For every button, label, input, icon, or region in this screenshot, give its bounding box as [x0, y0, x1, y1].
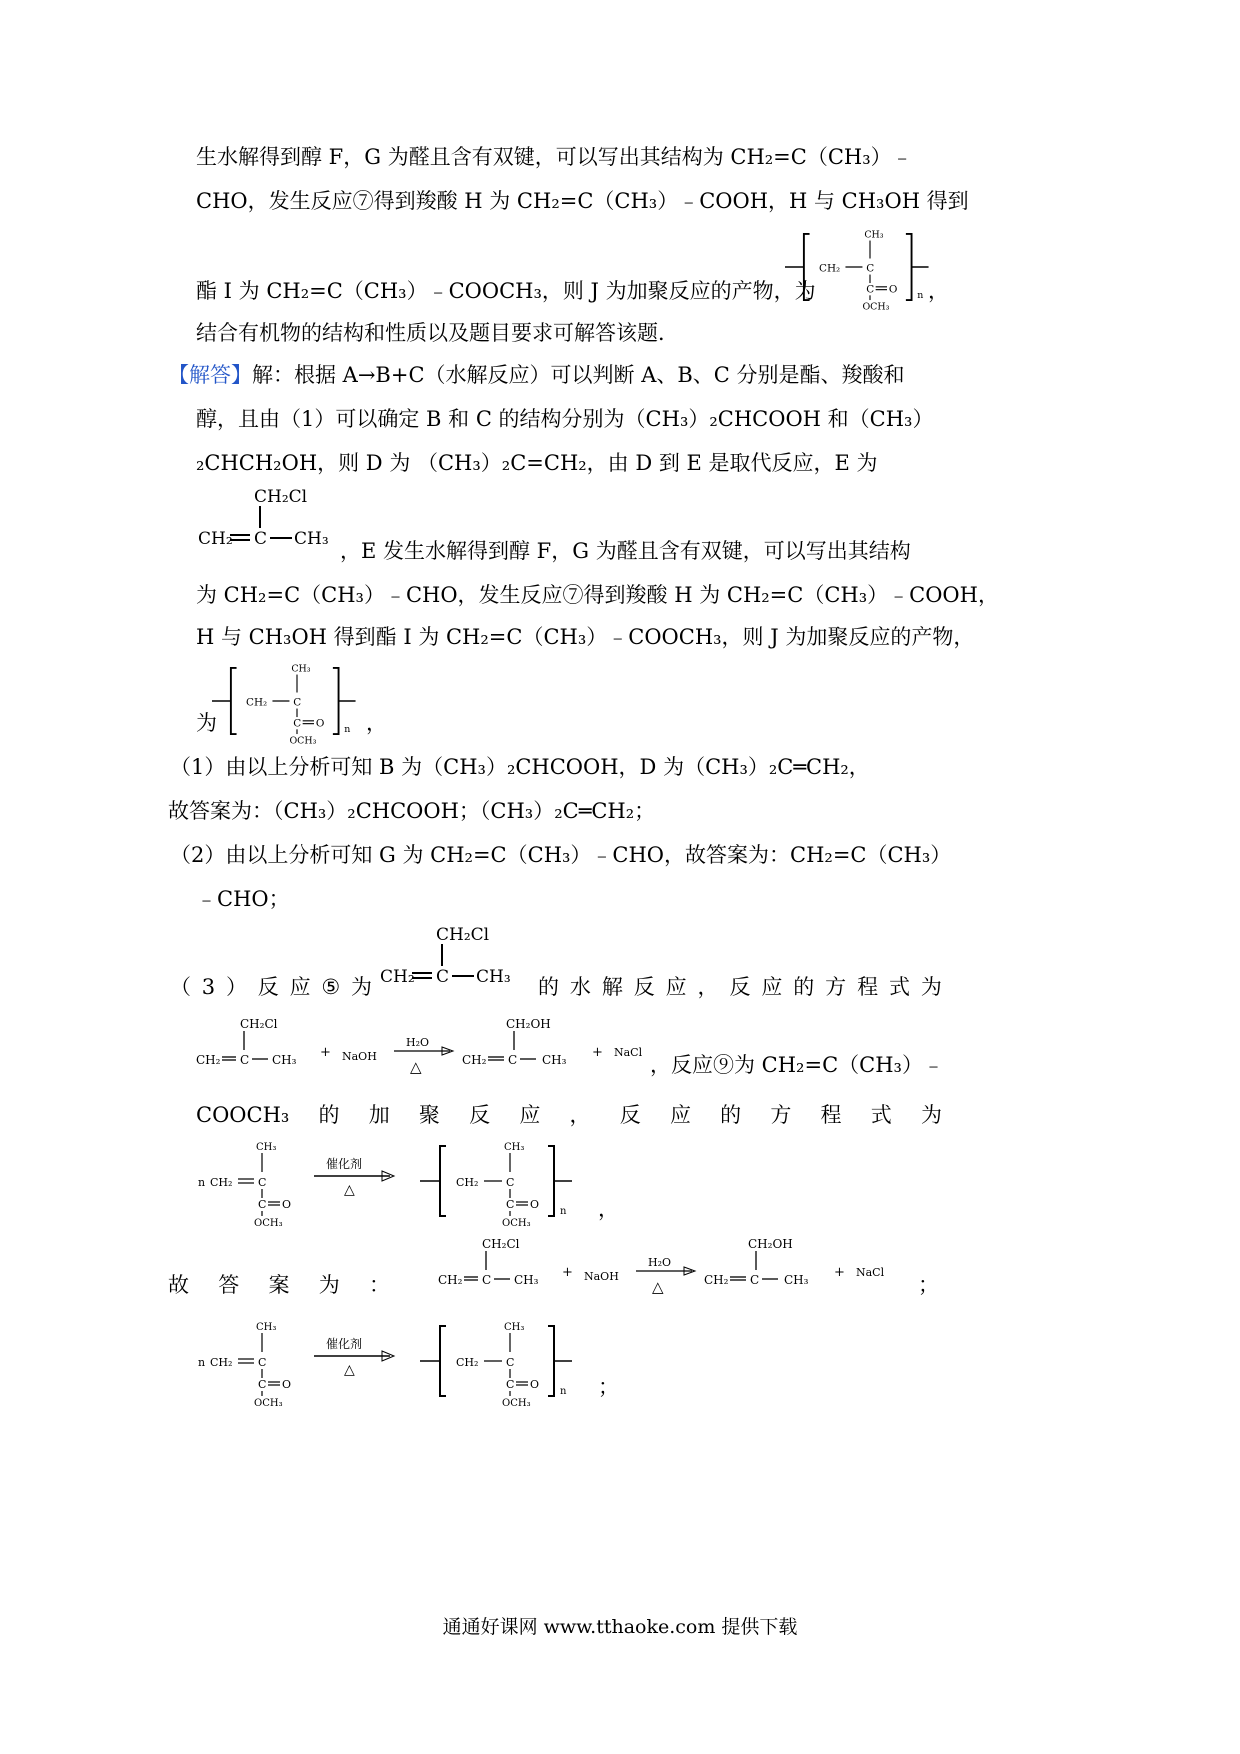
spaced-char: 故 — [168, 1273, 189, 1297]
spaced-char: ） — [225, 975, 247, 999]
spaced-char: 方 — [770, 1103, 792, 1127]
monomer-structure-answer — [196, 1316, 306, 1406]
question-1-answer: 故答案为：（CH₃）₂CHCOOH；（CH₃）₂C═CH₂； — [168, 799, 656, 823]
svg-text:CH₃: CH₃ — [514, 1273, 539, 1287]
text-line: 为 CH₂=C（CH₃）﹣CHO，发生反应⑦得到羧酸 H 为 CH₂=C（CH₃）﹣COOH， — [196, 583, 999, 607]
text-line: ₂CHCH₂OH，则 D 为 （CH₃）₂C=CH₂，由 D 到 E 是取代反应，E 为 — [196, 451, 878, 475]
text-punct: ； — [598, 1375, 619, 1399]
polymer-product — [410, 1136, 610, 1226]
text-line: 结合有机物的结构和性质以及题目要求可解答该题． — [196, 321, 679, 345]
text-line: ，E 发生水解得到醇 F，G 为醛且含有双键，可以写出其结构 — [340, 539, 911, 563]
svg-text:CH₂OH: CH₂OH — [748, 1237, 793, 1251]
question-2-line: （2）由以上分析可知 G 为 CH₂=C（CH₃）﹣CHO，故答案为：CH₂=C（CH₃） — [170, 843, 952, 867]
polymer-structure-j-2 — [212, 656, 382, 746]
spaced-char: ， — [697, 975, 719, 999]
spaced-char: 水 — [569, 975, 591, 999]
svg-text:CH₃: CH₃ — [294, 529, 329, 549]
spaced-char: 为 — [318, 1273, 340, 1297]
spaced-char: 的 — [793, 975, 815, 999]
answer-text: 解：根据 A→B+C（水解反应）可以判断 A、B、C 分别是酯、羧酸和 — [252, 363, 905, 387]
question-3-addition-line — [196, 1100, 942, 1130]
svg-text:H₂O: H₂O — [406, 1036, 430, 1049]
catalyst-arrow — [310, 1152, 400, 1202]
svg-text:CH₃: CH₃ — [476, 967, 511, 987]
svg-text:NaCl: NaCl — [856, 1266, 885, 1279]
page-footer: 通通好课网 www.tthaoke.com 提供下载 — [442, 1616, 798, 1638]
spaced-char: ： — [369, 1273, 390, 1297]
spaced-char: 加 — [368, 1103, 390, 1127]
svg-text:CH₃: CH₃ — [784, 1273, 809, 1287]
spaced-char: 案 — [268, 1273, 290, 1297]
spaced-char: 为 — [920, 1103, 942, 1127]
text-line: 为 — [196, 711, 217, 735]
spaced-char: 反 — [469, 1103, 491, 1127]
svg-text:CH₂: CH₂ — [704, 1273, 729, 1287]
hydrolysis-equation — [196, 1014, 656, 1080]
svg-text:C: C — [254, 529, 268, 549]
spaced-char: ， — [569, 1103, 591, 1127]
svg-text:△: △ — [652, 1278, 664, 1296]
spaced-char: COOCH₃ — [196, 1103, 290, 1127]
svg-text:C: C — [750, 1273, 760, 1287]
spaced-char: 的 — [318, 1103, 340, 1127]
structure-e-2 — [378, 922, 528, 994]
answer-line — [168, 360, 905, 390]
svg-text:CH₂: CH₂ — [438, 1273, 463, 1287]
text-line: 生水解得到醇 F，G 为醛且含有双键，可以写出其结构为 CH₂=C（CH₃）﹣ — [196, 145, 913, 169]
spaced-char: 反 — [619, 1103, 641, 1127]
spaced-char: 方 — [825, 975, 847, 999]
hydrolysis-equation-answer — [438, 1234, 898, 1300]
svg-text:CH₂: CH₂ — [380, 967, 415, 987]
svg-text:CH₂Cl: CH₂Cl — [436, 925, 490, 945]
svg-text:CH₂: CH₂ — [198, 529, 233, 549]
svg-text:CH₂OH: CH₂OH — [506, 1017, 551, 1031]
spaced-char: 答 — [218, 1273, 240, 1297]
svg-text:H₂O: H₂O — [648, 1256, 672, 1269]
spaced-char: 聚 — [418, 1103, 440, 1127]
svg-text:CH₂: CH₂ — [462, 1053, 487, 1067]
spaced-char: 反 — [729, 975, 751, 999]
text-punct: ， — [928, 279, 949, 303]
svg-text:CH₂Cl: CH₂Cl — [482, 1237, 520, 1251]
spaced-char: 式 — [870, 1103, 892, 1127]
spaced-char: 反 — [257, 975, 279, 999]
svg-text:C: C — [508, 1053, 518, 1067]
spaced-char: 式 — [888, 975, 910, 999]
spaced-char: 应 — [669, 1103, 691, 1127]
spaced-char: 反 — [633, 975, 655, 999]
text-punct: ， — [366, 711, 387, 735]
spaced-char: 应 — [289, 975, 311, 999]
spaced-char: ⑤ — [321, 975, 341, 999]
text-line: CHO，发生反应⑦得到羧酸 H 为 CH₂=C（CH₃）﹣COOH，H 与 CH₃OH 得到 — [196, 189, 969, 213]
question-1-line: （1）由以上分析可知 B 为（CH₃）₂CHCOOH，D 为（CH₃）₂C═CH₂， — [170, 755, 870, 779]
svg-text:NaCl: NaCl — [614, 1046, 643, 1059]
question-3-pre — [170, 972, 372, 1002]
svg-text:CH₂: CH₂ — [196, 1053, 221, 1067]
catalyst-arrow-answer — [310, 1332, 400, 1382]
spaced-char: 应 — [761, 975, 783, 999]
text-line: 酯 I 为 CH₂=C（CH₃）﹣COOCH₃，则 J 为加聚反应的产物，为 — [196, 279, 816, 303]
spaced-char: 应 — [665, 975, 687, 999]
spaced-char: 的 — [720, 1103, 742, 1127]
reaction-9-text: ，反应⑨为 CH₂=C（CH₃）﹣ — [650, 1053, 944, 1077]
text-punct: ； — [918, 1273, 939, 1297]
spaced-char: 解 — [601, 975, 623, 999]
text-punct: ， — [598, 1197, 619, 1221]
structure-e — [196, 484, 346, 556]
question-2-answer: ﹣CHO； — [196, 887, 290, 911]
svg-text:△: △ — [410, 1058, 422, 1076]
svg-text:+: + — [592, 1045, 603, 1060]
spaced-char: 程 — [857, 975, 879, 999]
spaced-char: （ — [170, 975, 191, 999]
polymer-product-answer — [410, 1316, 610, 1406]
question-3-post — [538, 972, 942, 1002]
answer-tag: 【解答】 — [168, 363, 252, 387]
spaced-char: 应 — [519, 1103, 541, 1127]
svg-text:+: + — [320, 1045, 331, 1060]
svg-text:C: C — [482, 1273, 492, 1287]
svg-text:C: C — [240, 1053, 250, 1067]
spaced-char: 为 — [350, 975, 372, 999]
text-line: 醇，且由（1）可以确定 B 和 C 的结构分别为（CH₃）₂CHCOOH 和（CH₃） — [196, 407, 934, 431]
answer-label — [168, 1270, 390, 1300]
svg-text:NaOH: NaOH — [584, 1270, 619, 1283]
svg-text:NaOH: NaOH — [342, 1050, 377, 1063]
monomer-structure — [196, 1136, 306, 1226]
text-line: H 与 CH₃OH 得到酯 I 为 CH₂=C（CH₃）﹣COOCH₃，则 J 为加聚反应的产物， — [196, 625, 975, 649]
spaced-char: 3 — [201, 975, 216, 999]
svg-text:C: C — [436, 967, 450, 987]
spaced-char: 的 — [538, 975, 559, 999]
svg-text:+: + — [562, 1265, 573, 1280]
svg-text:+: + — [834, 1265, 845, 1280]
svg-text:CH₃: CH₃ — [272, 1053, 297, 1067]
svg-text:CH₂Cl: CH₂Cl — [240, 1017, 278, 1031]
svg-text:CH₃: CH₃ — [542, 1053, 567, 1067]
svg-text:CH₂Cl: CH₂Cl — [254, 487, 308, 507]
spaced-char: 为 — [920, 975, 942, 999]
spaced-char: 程 — [820, 1103, 842, 1127]
